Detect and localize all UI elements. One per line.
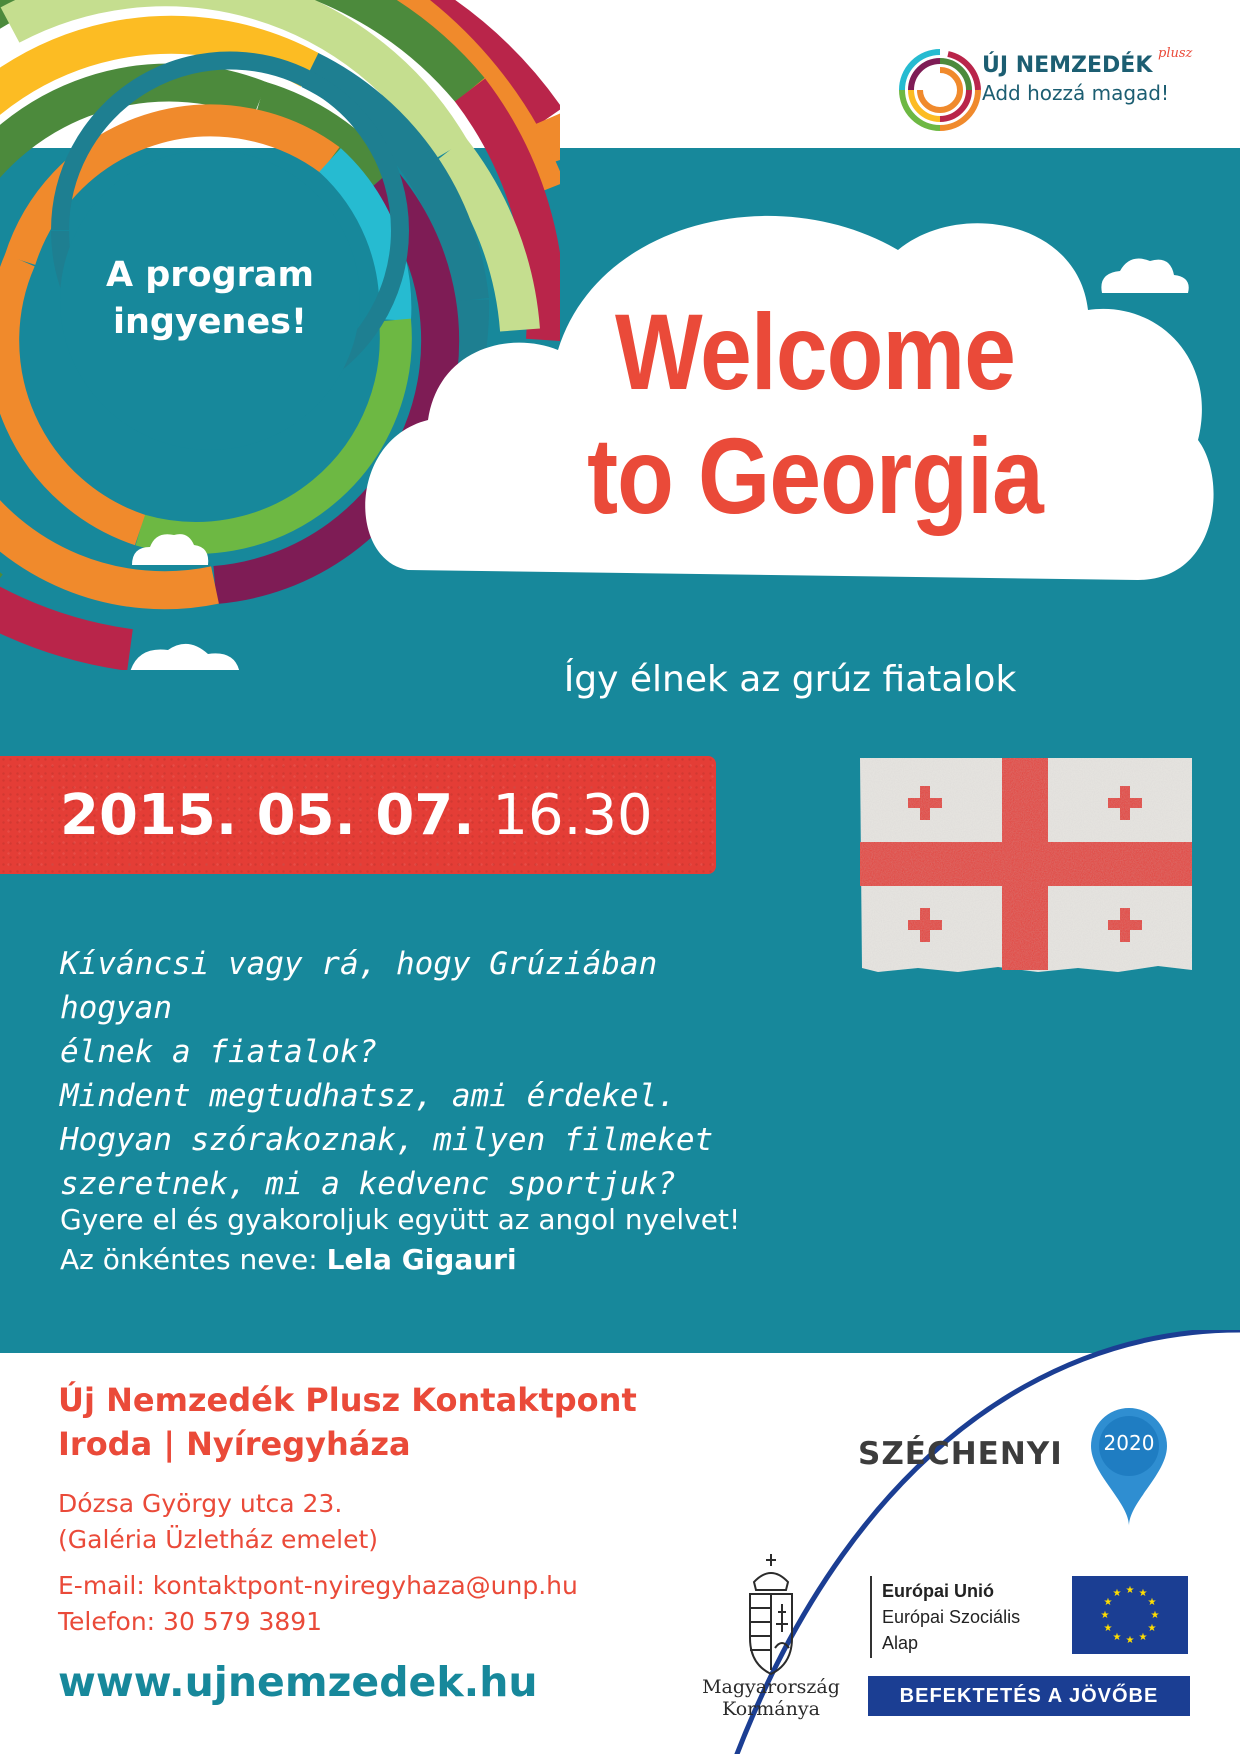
volunteer-line: [60, 1240, 800, 1280]
svg-text:★: ★: [1103, 1597, 1113, 1608]
event-datetime: [60, 782, 653, 850]
contact-title-line-2: Iroda | Nyíregyháza: [58, 1425, 411, 1463]
contact-title-line-1: Új Nemzedék Plusz Kontaktpont: [58, 1381, 637, 1419]
government-label: [690, 1676, 852, 1720]
description-line: Mindent megtudhatsz, ami érdekel.: [60, 1078, 676, 1114]
volunteer-label: Az önkéntes neve:: [60, 1243, 318, 1276]
eu-line-3: Alap: [882, 1633, 919, 1653]
svg-text:★: ★: [1138, 1632, 1148, 1643]
government-line-1: Magyarország: [702, 1676, 840, 1698]
government-line-2: Kormánya: [722, 1698, 820, 1720]
logo-slogan: Add hozzá magad!: [982, 81, 1170, 105]
eu-line-1: Európai Unió: [882, 1581, 994, 1601]
eu-divider: [870, 1576, 872, 1658]
location-pin-icon: [1088, 1406, 1170, 1528]
description-line: Hogyan szórakoznak, milyen filmeket: [60, 1122, 714, 1158]
svg-text:★: ★: [1112, 1588, 1122, 1599]
eu-label: [882, 1578, 1020, 1656]
svg-text:★: ★: [1103, 1623, 1113, 1634]
event-description: [60, 942, 760, 1206]
badge-line-1: A program: [105, 255, 315, 295]
contact-address: [58, 1486, 378, 1558]
contact-details: [58, 1568, 578, 1640]
event-date: 2015. 05. 07.: [60, 783, 475, 848]
badge-line-2: ingyenes!: [113, 302, 307, 342]
email-link[interactable]: E-mail: kontaktpont-nyiregyhaza@unp.hu: [58, 1571, 578, 1600]
invitation: [60, 1200, 800, 1280]
volunteer-name: Lela Gigauri: [326, 1243, 517, 1276]
headline: [544, 290, 1086, 538]
svg-text:★: ★: [1150, 1610, 1160, 1621]
description-line: szeretnek, mi a kedvenc sportjuk?: [60, 1166, 676, 1202]
svg-text:★: ★: [1147, 1623, 1157, 1634]
svg-text:★: ★: [1112, 1632, 1122, 1643]
subtitle: Így élnek az grúz fiatalok: [563, 659, 1017, 700]
address-line-2: (Galéria Üzletház emelet): [58, 1525, 379, 1554]
svg-text:★: ★: [1100, 1610, 1110, 1621]
address-line-1: Dózsa György utca 23.: [58, 1489, 343, 1518]
szechenyi-year: 2020: [1103, 1431, 1155, 1455]
website-link[interactable]: www.ujnemzedek.hu: [58, 1658, 538, 1706]
invite-line: Gyere el és gyakoroljuk együtt az angol nyelvet!: [60, 1203, 741, 1236]
georgia-flag: [858, 756, 1194, 974]
invest-banner: BEFEKTETÉS A JÖVŐBE: [868, 1676, 1190, 1716]
description-line: Kíváncsi vagy rá, hogy Grúziában hogyan: [60, 946, 658, 1026]
szechenyi-name: SZÉCHENYI: [858, 1436, 1063, 1472]
logo-plus: plusz: [1158, 46, 1193, 61]
eu-line-2: Európai Szociális: [882, 1607, 1021, 1627]
headline-line-1: Welcome: [614, 291, 1016, 412]
svg-text:★: ★: [1125, 1635, 1135, 1646]
coat-of-arms-icon: [742, 1552, 800, 1678]
description-line: élnek a fiatalok?: [60, 1034, 378, 1070]
svg-text:★: ★: [1125, 1585, 1135, 1596]
small-cloud-icon: [1101, 259, 1188, 293]
logo-name: ÚJ NEMZEDÉK: [982, 53, 1153, 78]
phone-number: Telefon: 30 579 3891: [58, 1607, 323, 1636]
eu-flag-icon: [1072, 1576, 1188, 1654]
event-time: 16.30: [492, 783, 653, 848]
svg-text:★: ★: [1138, 1588, 1148, 1599]
free-program-badge: [60, 252, 360, 346]
svg-text:★: ★: [1147, 1597, 1157, 1608]
contact-title: [58, 1378, 637, 1466]
headline-line-2: to Georgia: [587, 415, 1043, 536]
